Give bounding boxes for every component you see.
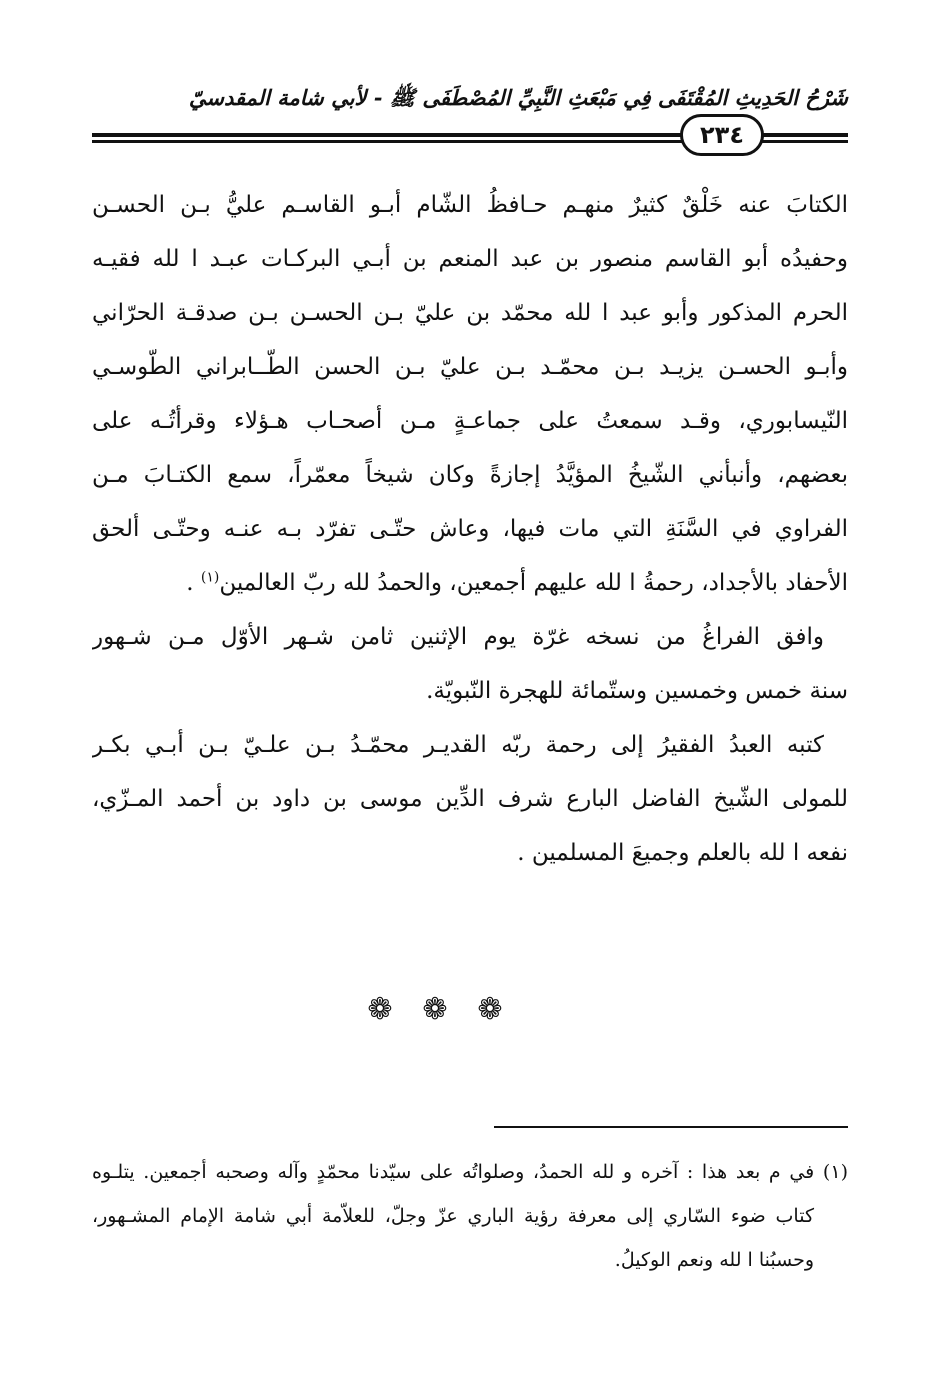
text-fragment: الأحفاد بالأجداد، رحمةُ ا لله عليهم أجمعين، والحمدُ لله ربّ العالمين [219, 570, 848, 596]
flower-ornament-icon: ❁ [477, 992, 503, 1027]
running-header [92, 78, 848, 118]
text-line: النّيسابوري، وقـد سمعتُ على جماعـةٍ مـن أصحـاب هـؤلاء وقرأتُـه على [92, 408, 848, 434]
text-line-last: سنة خمس وخمسين وستّمائة للهجرة النّبويّة. [426, 678, 848, 704]
footnote-separator [494, 1126, 848, 1128]
text-line: الحرم المذكور وأبو عبد ا لله محمّد بن عليّ بـن الحسـن بـن صدقـة الحرّاني [92, 300, 848, 326]
page-number: ٢٣٤ [700, 121, 744, 149]
paragraph-2 [92, 610, 848, 718]
page-number-badge [680, 114, 764, 156]
text-fragment: . [186, 570, 201, 596]
text-line: بعضهم، وأنبأني الشّيخُ المؤيَّدُ إجازةً وكان شيخاً معمّراً، سمع الكتـابَ مـن [92, 462, 848, 488]
text-line-last [92, 556, 848, 610]
text-line: وافق الفراغُ من نسخه غرّة يوم الإثنين ثامن شـهر الأوّل مـن شـهور [92, 624, 824, 650]
paragraph-3 [92, 718, 848, 880]
footnote-line-last: وحسبُنا ا لله ونعم الوكيلُ. [614, 1249, 814, 1271]
footnote-marker: (١) [822, 1161, 848, 1183]
text-line: وحفيدُه أبو القاسم منصور بن عبد المنعم بن أبـي البركـات عبـد ا لله فقيـه [92, 246, 848, 272]
text-line-last: نفعه ا لله بالعلم وجميعَ المسلمين . [517, 840, 848, 866]
text-line: كتبه العبدُ الفقيرُ إلى رحمة ربّه القديـر محمّـدُ بـن علـيّ بـن أبـي بكـر [92, 732, 824, 758]
footnote-reference[interactable]: (١) [200, 569, 220, 586]
flower-ornament-icon: ❁ [367, 992, 393, 1027]
header-title: شَرْحُ الحَدِيثِ المُقْتَفَى فِي مَبْعَثِ النَّبِيِّ المُصْطَفَى ﷺ - لأبي شامة المقدسيّ [188, 85, 848, 110]
footnote-line [92, 1150, 848, 1194]
flower-ornament-icon: ❁ [422, 992, 448, 1027]
text-line: للمولى الشّيخ الفاضل البارع شرف الدِّين موسى بن داود بن أحمد المـزّي، [92, 786, 848, 812]
text-line: الكتابَ عنه خَلْقٌ كثيرٌ منهـم حـافظُ الشّام أبـو القاسـم عليُّ بـن الحسـن [92, 192, 848, 218]
footnote-line: كتاب ضوء السّاري إلى معرفة رؤية الباري عزّ وجلّ، للعلاّمة أبي شامة الإمام المشـهور، [92, 1205, 814, 1227]
text-line: وأبـو الحسـن يزيـد بـن محمّـد بـن عليّ بـن الحسن الطّــابراني الطّوسـي [92, 354, 848, 380]
section-divider-ornaments [360, 990, 510, 1030]
main-text [92, 178, 848, 880]
footnotes [92, 1150, 848, 1282]
footnote-text: في م بعد هذا : آخره و لله الحمدُ، وصلواتُه على سيّدنا محمّدٍ وآله وصحبه أجمعين. يتلـوه [92, 1161, 815, 1183]
paragraph-1 [92, 178, 848, 610]
text-line: الفراوي في السَّنَةِ التي مات فيها، وعاش حتّـى تفرّد بـه عنـه وحتّـى ألحق [92, 516, 848, 542]
